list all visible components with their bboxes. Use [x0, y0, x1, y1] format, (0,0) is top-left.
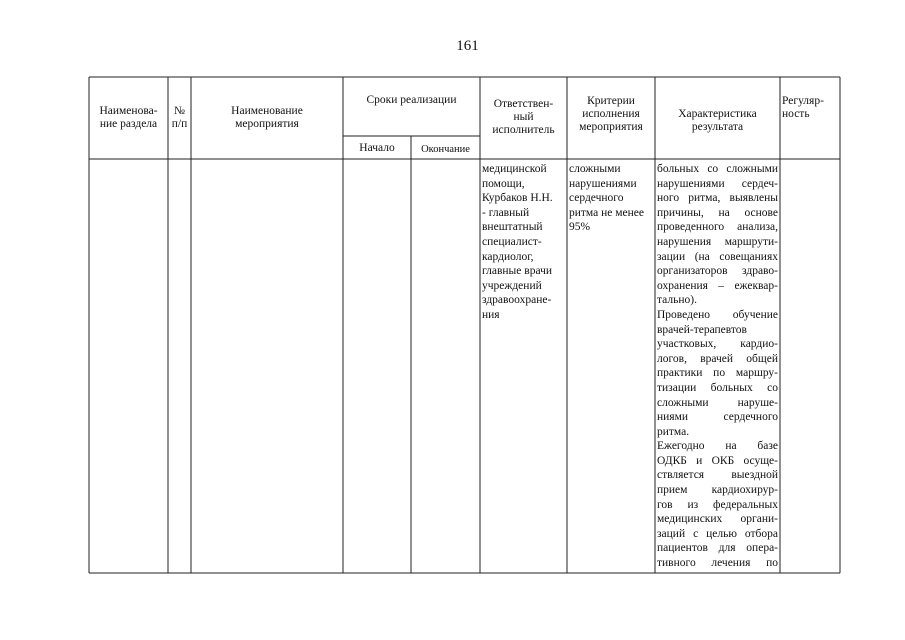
cell-criteria [569, 162, 655, 235]
text-line: кардиолог, [482, 250, 534, 263]
text-line: больных со сложными [657, 163, 778, 175]
text-line: участковых, кардио- [657, 338, 778, 351]
text-line: тивного лечения по [657, 557, 778, 570]
header-start: Начало [359, 142, 395, 154]
text-line: пациентов для опера- [657, 542, 778, 555]
text-line: - главный [482, 206, 530, 219]
text-line: внештатный [482, 221, 543, 234]
text-line: ОДКБ и ОКБ осуще- [657, 454, 778, 467]
text-line: нарушения маршрути- [657, 235, 778, 248]
page-number: 161 [456, 38, 479, 54]
text-line: ниями сердечного [657, 411, 778, 424]
text-line: практики по маршру- [657, 367, 778, 380]
text-line: учреждений [482, 279, 542, 292]
text-line: ритма. [657, 425, 690, 438]
header-line: ный [513, 111, 534, 123]
text-line: ритма не менее [569, 206, 644, 219]
cell-responsible [482, 162, 566, 323]
text-line: врачей-терапевтов [657, 323, 747, 336]
text-line: сердечного [569, 192, 624, 205]
text-line: прием кардиохирур- [657, 484, 778, 497]
text-line: медицинских органи- [657, 513, 778, 526]
text-line: причины, на основе [657, 206, 778, 219]
text-line: 95% [569, 221, 591, 234]
header-line: ность [782, 108, 810, 120]
header-line: ние раздела [99, 118, 158, 130]
text-line: сложными [569, 163, 621, 175]
header-activity-name [191, 105, 343, 131]
text-line: Проведено обучение [657, 308, 778, 321]
header-line: Регуляр- [782, 95, 824, 107]
header-section-name [89, 105, 168, 131]
header-regularity [782, 95, 838, 121]
text-line: здравоохране- [482, 294, 552, 307]
header-end: Окончание [421, 144, 470, 155]
text-line: логов, врачей общей [657, 352, 778, 365]
header-line: Наименование [231, 105, 303, 117]
text-line: охранения – ежеквар- [657, 279, 778, 292]
header-line: мероприятия [235, 118, 299, 130]
text-line: заций с целью отбора [657, 527, 778, 540]
text-line: гов из федеральных [657, 498, 778, 511]
header-line: Наименова- [99, 105, 158, 117]
text-line: ного ритма, выявлены [657, 192, 778, 205]
header-line: Ответствен- [493, 98, 554, 110]
text-line: зации (на совещаниях [657, 250, 778, 263]
text-line: Курбаков Н.Н. [482, 192, 553, 205]
header-criteria [567, 95, 655, 134]
header-line: мероприятия [579, 121, 643, 133]
text-line: помощи, [482, 177, 525, 190]
header-line: исполнения [582, 108, 640, 120]
text-line: нарушениями [569, 177, 637, 190]
text-line: тально). [657, 294, 697, 307]
header-number [168, 105, 191, 131]
header-line: Критерии [587, 95, 635, 107]
text-line: нарушениями сердеч- [657, 177, 778, 190]
text-line: медицинской [482, 163, 547, 175]
text-line: организаторов здраво- [657, 265, 778, 278]
header-line: Характеристика [678, 108, 757, 120]
header-result [655, 108, 780, 134]
text-line: тизации больных со [657, 381, 778, 394]
text-line: ния [482, 308, 500, 321]
text-line: сложными наруше- [657, 396, 778, 409]
header-timing: Сроки реализации [366, 94, 457, 106]
text-line: Ежегодно на базе [657, 440, 778, 453]
text-line: главные врачи [482, 265, 553, 278]
text-line: специалист- [482, 235, 542, 248]
cell-result [657, 162, 778, 571]
text-line: ствляется выездной [657, 469, 778, 482]
header-line: результата [691, 121, 744, 133]
header-line: п/п [171, 118, 188, 130]
header-line: № [174, 105, 185, 117]
header-responsible [480, 98, 567, 137]
text-line: проведенного анализа, [657, 221, 778, 234]
header-line: исполнитель [492, 124, 555, 136]
